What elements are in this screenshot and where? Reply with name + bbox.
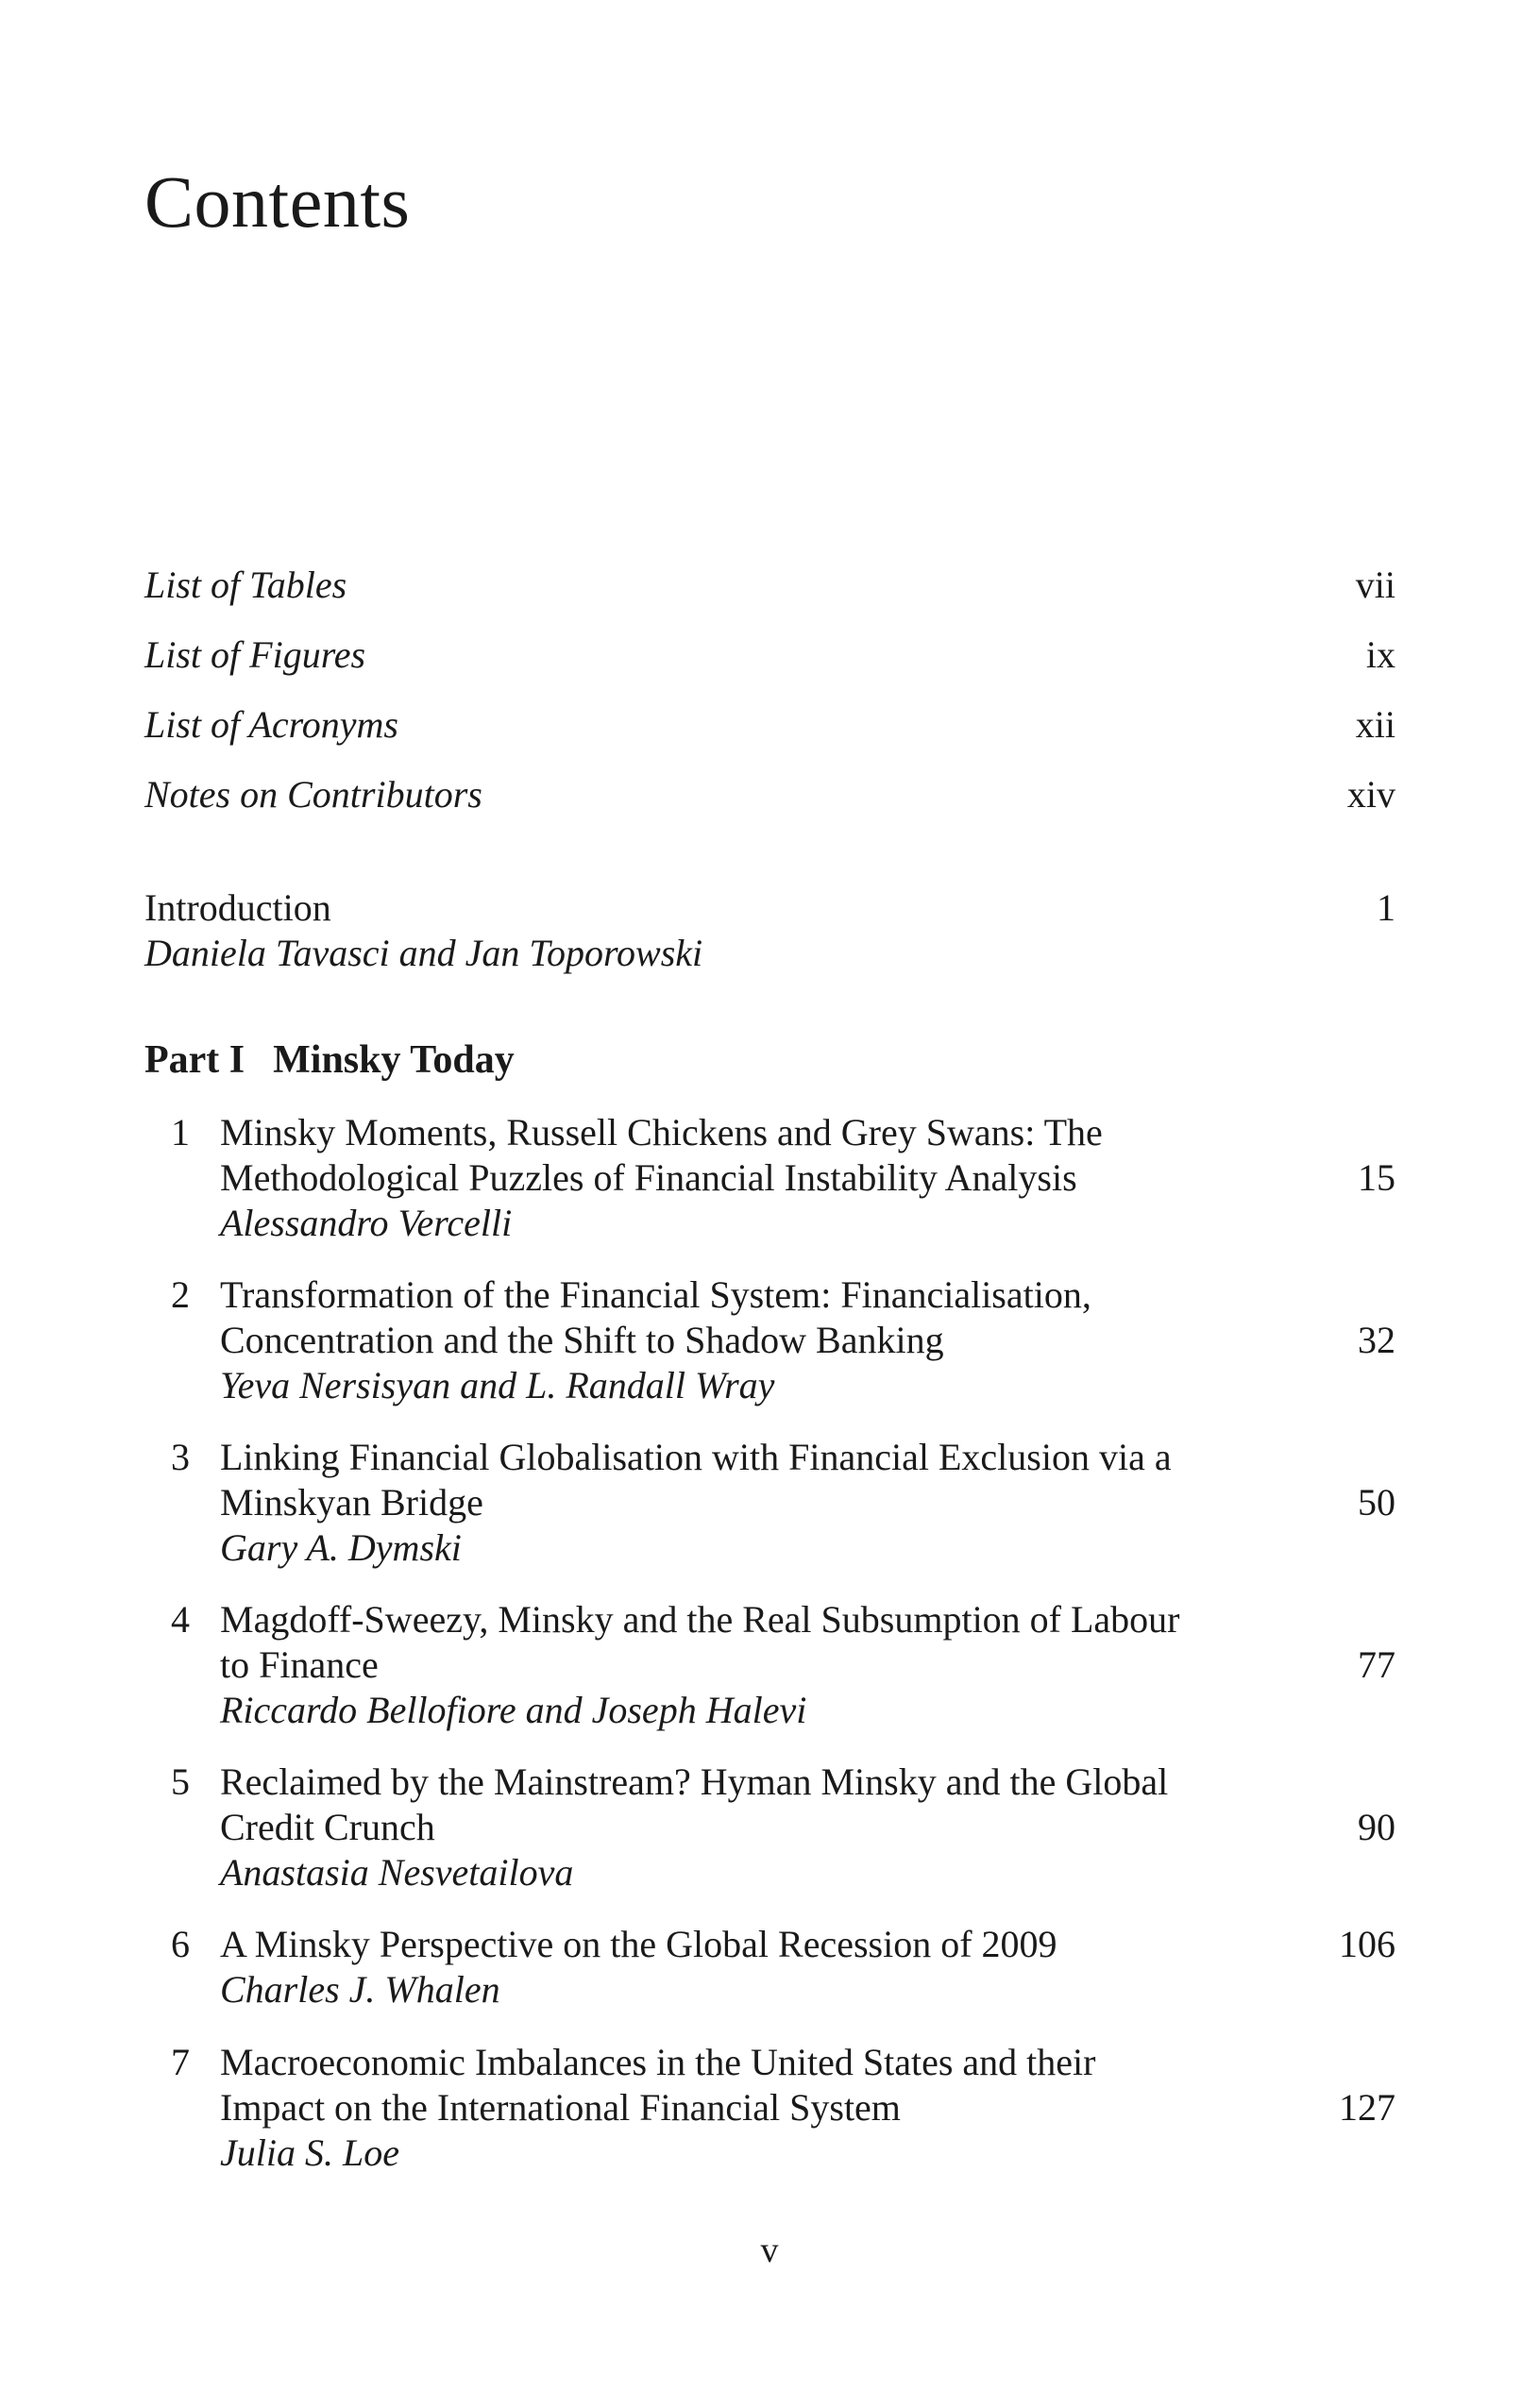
toc-page-number: xiv (1346, 773, 1395, 816)
toc-entry-chapter-7[interactable] (144, 2040, 1395, 2176)
chapter-title-line: Minskyan Bridge (220, 1481, 483, 1524)
toc-entry-list-of-tables[interactable] (144, 557, 1395, 627)
toc-entry-label: List of Acronyms (144, 703, 398, 746)
chapter-title-line: Methodological Puzzles of Financial Instability Analysis (220, 1156, 1077, 1199)
front-matter-list (144, 557, 1395, 836)
chapter-title-line: to Finance (220, 1643, 379, 1686)
toc-page-number: 32 (1358, 1319, 1395, 1361)
toc-page-number: 15 (1358, 1156, 1395, 1199)
toc-entry-chapter-1[interactable] (144, 1110, 1395, 1246)
toc-page-number: 127 (1339, 2086, 1395, 2129)
chapter-number: 7 (171, 2041, 190, 2083)
toc-entry-chapter-5[interactable] (144, 1760, 1395, 1895)
chapter-author: Julia S. Loe (220, 2131, 399, 2174)
chapter-title-line: Magdoff-Sweezy, Minsky and the Real Subsumption of Labour (220, 1598, 1180, 1641)
part-heading (144, 1034, 515, 1086)
chapter-title-line: Credit Crunch (220, 1806, 435, 1848)
chapter-title-line: Transformation of the Financial System: Financialisation, (220, 1273, 1091, 1316)
chapter-title-line: Impact on the International Financial System (220, 2086, 901, 2129)
toc-entry-title: Introduction (144, 886, 331, 929)
page-folio: v (760, 2231, 779, 2270)
chapter-title-line: A Minsky Perspective on the Global Recession of 2009 (220, 1923, 1057, 1965)
chapter-number: 5 (171, 1760, 190, 1803)
chapter-author: Riccardo Bellofiore and Joseph Halevi (220, 1689, 807, 1731)
toc-entry-label: List of Figures (144, 633, 366, 676)
chapter-number: 1 (171, 1111, 190, 1153)
chapter-title-line: Reclaimed by the Mainstream? Hyman Minsky and the Global (220, 1760, 1169, 1803)
toc-page-number: 77 (1358, 1643, 1395, 1686)
toc-entry-list-of-acronyms[interactable] (144, 697, 1395, 766)
part-title: Minsky Today (273, 1038, 515, 1082)
chapter-number: 3 (171, 1436, 190, 1478)
chapter-title-line: Minsky Moments, Russell Chickens and Grey Swans: The (220, 1111, 1103, 1153)
toc-page-number: ix (1365, 633, 1395, 676)
chapter-number: 2 (171, 1273, 190, 1316)
part-number: Part I (144, 1038, 245, 1082)
chapter-title-line: Concentration and the Shift to Shadow Banking (220, 1319, 944, 1361)
chapter-author: Gary A. Dymski (220, 1526, 462, 1569)
chapter-author: Anastasia Nesvetailova (220, 1851, 574, 1894)
chapter-number: 6 (171, 1923, 190, 1965)
toc-entry-list-of-figures[interactable] (144, 627, 1395, 697)
toc-page-number: 50 (1358, 1481, 1395, 1524)
chapter-author: Charles J. Whalen (220, 1968, 500, 2011)
toc-page-number: xii (1355, 703, 1395, 746)
toc-entry-chapter-2[interactable] (144, 1272, 1395, 1408)
toc-entry-chapter-3[interactable] (144, 1435, 1395, 1571)
chapter-title-line: Linking Financial Globalisation with Financial Exclusion via a (220, 1436, 1172, 1478)
toc-page-number: 90 (1358, 1806, 1395, 1848)
chapter-author: Alessandro Vercelli (220, 1202, 513, 1244)
page-title: Contents (144, 160, 411, 243)
toc-entry-author: Daniela Tavasci and Jan Toporowski (144, 932, 703, 974)
toc-entry-chapter-4[interactable] (144, 1597, 1395, 1733)
toc-entry-label: Notes on Contributors (144, 773, 482, 816)
toc-entry-chapter-6[interactable] (144, 1922, 1395, 2012)
chapter-author: Yeva Nersisyan and L. Randall Wray (220, 1364, 775, 1406)
toc-entry-label: List of Tables (144, 564, 347, 606)
toc-entry-notes-on-contributors[interactable] (144, 766, 1395, 836)
toc-page-number: vii (1355, 564, 1395, 606)
toc-page-number: 1 (1377, 886, 1395, 929)
chapter-title-line: Macroeconomic Imbalances in the United States and their (220, 2041, 1096, 2083)
toc-page-number: 106 (1339, 1923, 1395, 1965)
toc-entry-introduction[interactable] (144, 885, 1395, 976)
chapter-number: 4 (171, 1598, 190, 1641)
